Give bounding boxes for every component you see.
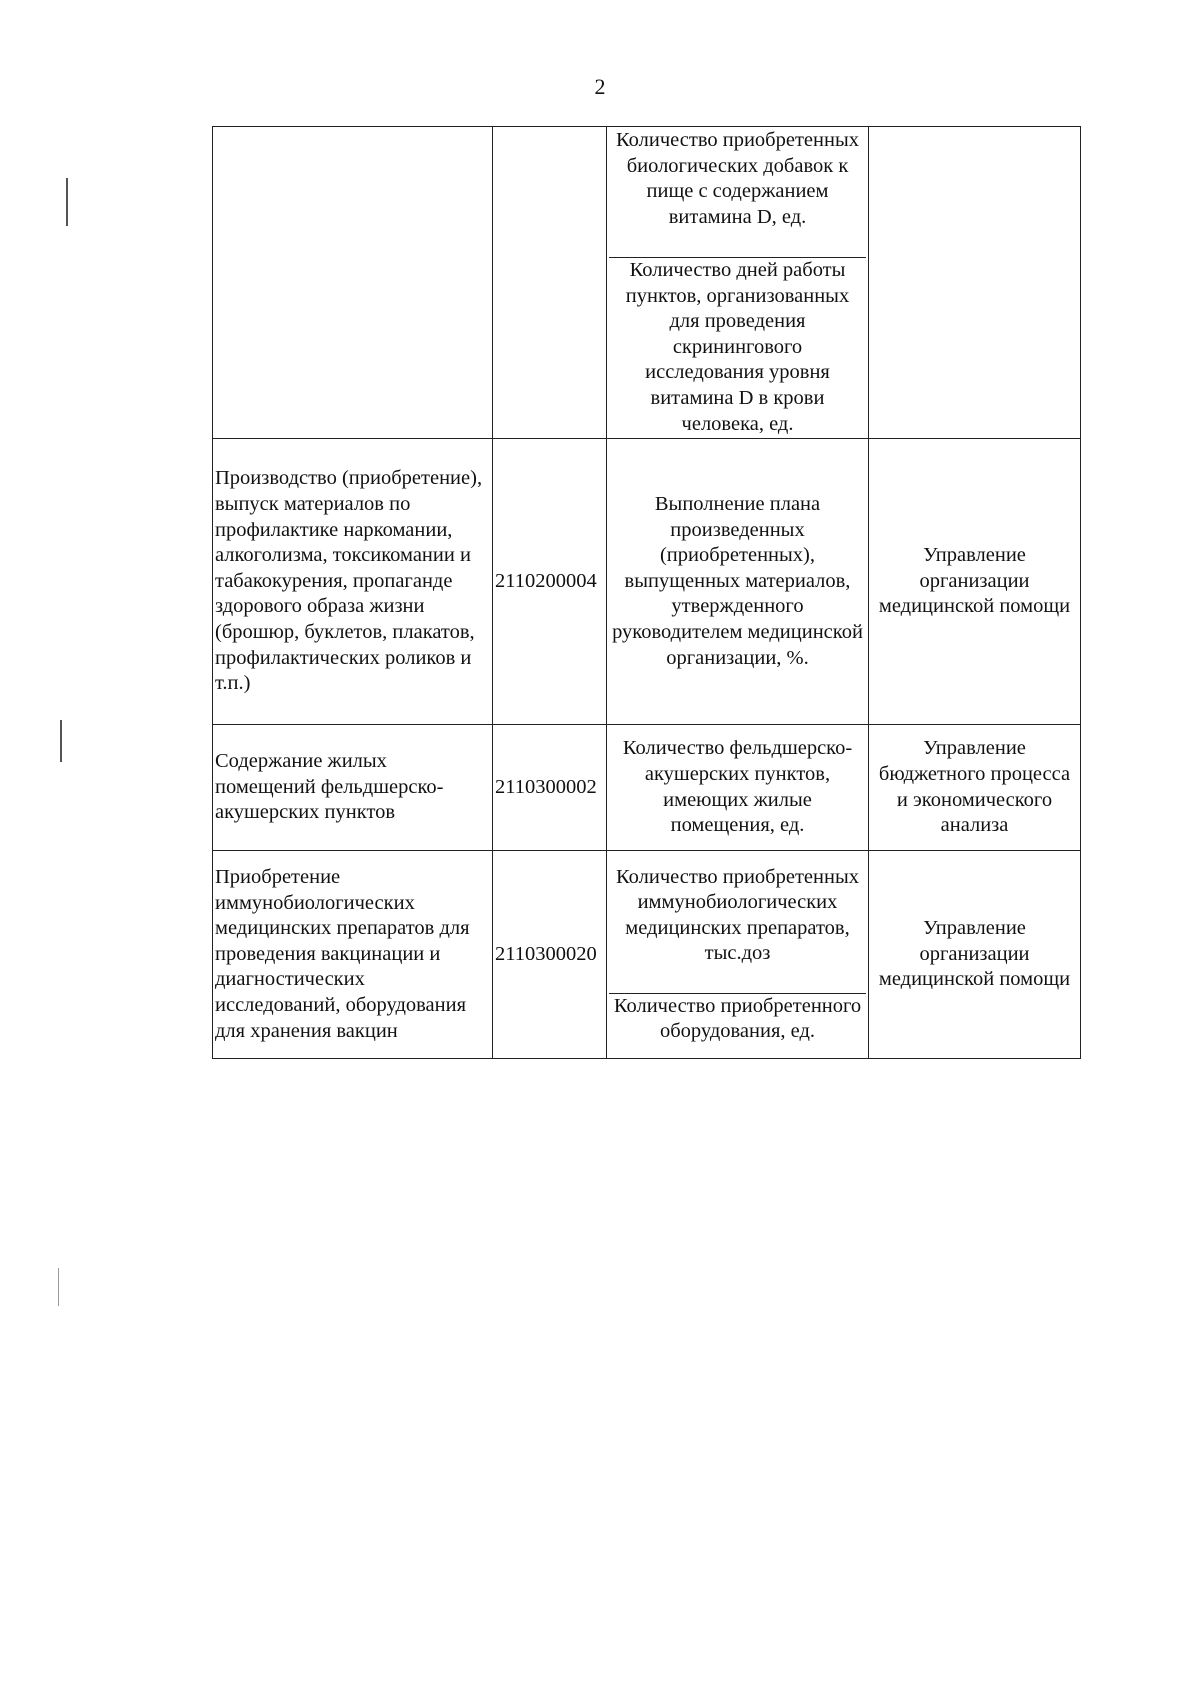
program-table [212,126,1081,1059]
code-cell: 2110200004 [493,439,607,725]
event-name-cell: Производство (приобретение), выпуск материалов по профилактике наркомании, алкоголизма, токсикомании и табакокурения, пропаганде здорового образа жизни (брошюр, буклетов, плакатов, профилактических роликов и т.п.) [213,439,493,725]
indicator-text: Количество дней работы пунктов, организованных для проведения скринингового исследования уровня витамина D в крови человека, ед. [609,257,866,437]
department-cell: Управление организации медицинской помощи [869,851,1081,1059]
scan-artifact [58,1268,59,1306]
table-row [213,725,1081,851]
code-cell: 2110300020 [493,851,607,1059]
indicator-cell [607,851,869,1059]
indicator-cell: Выполнение плана произведенных (приобретенных), выпущенных материалов, утвержденного руководителем медицинской организации, %. [607,439,869,725]
scan-artifact [60,720,62,762]
code-cell: 2110300002 [493,725,607,851]
table-row [213,851,1081,1059]
event-name-cell: Приобретение иммунобиологических медицинских препаратов для проведения вакцинации и диагностических исследований, оборудования для хранения вакцин [213,851,493,1059]
event-name-cell [213,127,493,439]
indicator-text: Количество приобретенных биологических добавок к пище с содержанием витамина D, ед. [616,129,859,228]
indicator-cell [607,127,869,439]
indicator-cell: Количество фельдшерско-акушерских пунктов, имеющих жилые помещения, ед. [607,725,869,851]
department-cell: Управление организации медицинской помощи [869,439,1081,725]
page-number: 2 [594,74,606,99]
department-cell: Управление бюджетного процесса и экономического анализа [869,725,1081,851]
scan-artifact [66,178,68,226]
table-row [213,127,1081,439]
code-cell [493,127,607,439]
table-row [213,439,1081,725]
department-cell [869,127,1081,439]
indicator-text: Количество приобретенных иммунобиологических медицинских препаратов, тыс.доз [616,865,859,965]
indicator-text: Количество приобретенного оборудования, ед. [609,993,866,1045]
event-name-cell: Содержание жилых помещений фельдшерско-акушерских пунктов [213,725,493,851]
